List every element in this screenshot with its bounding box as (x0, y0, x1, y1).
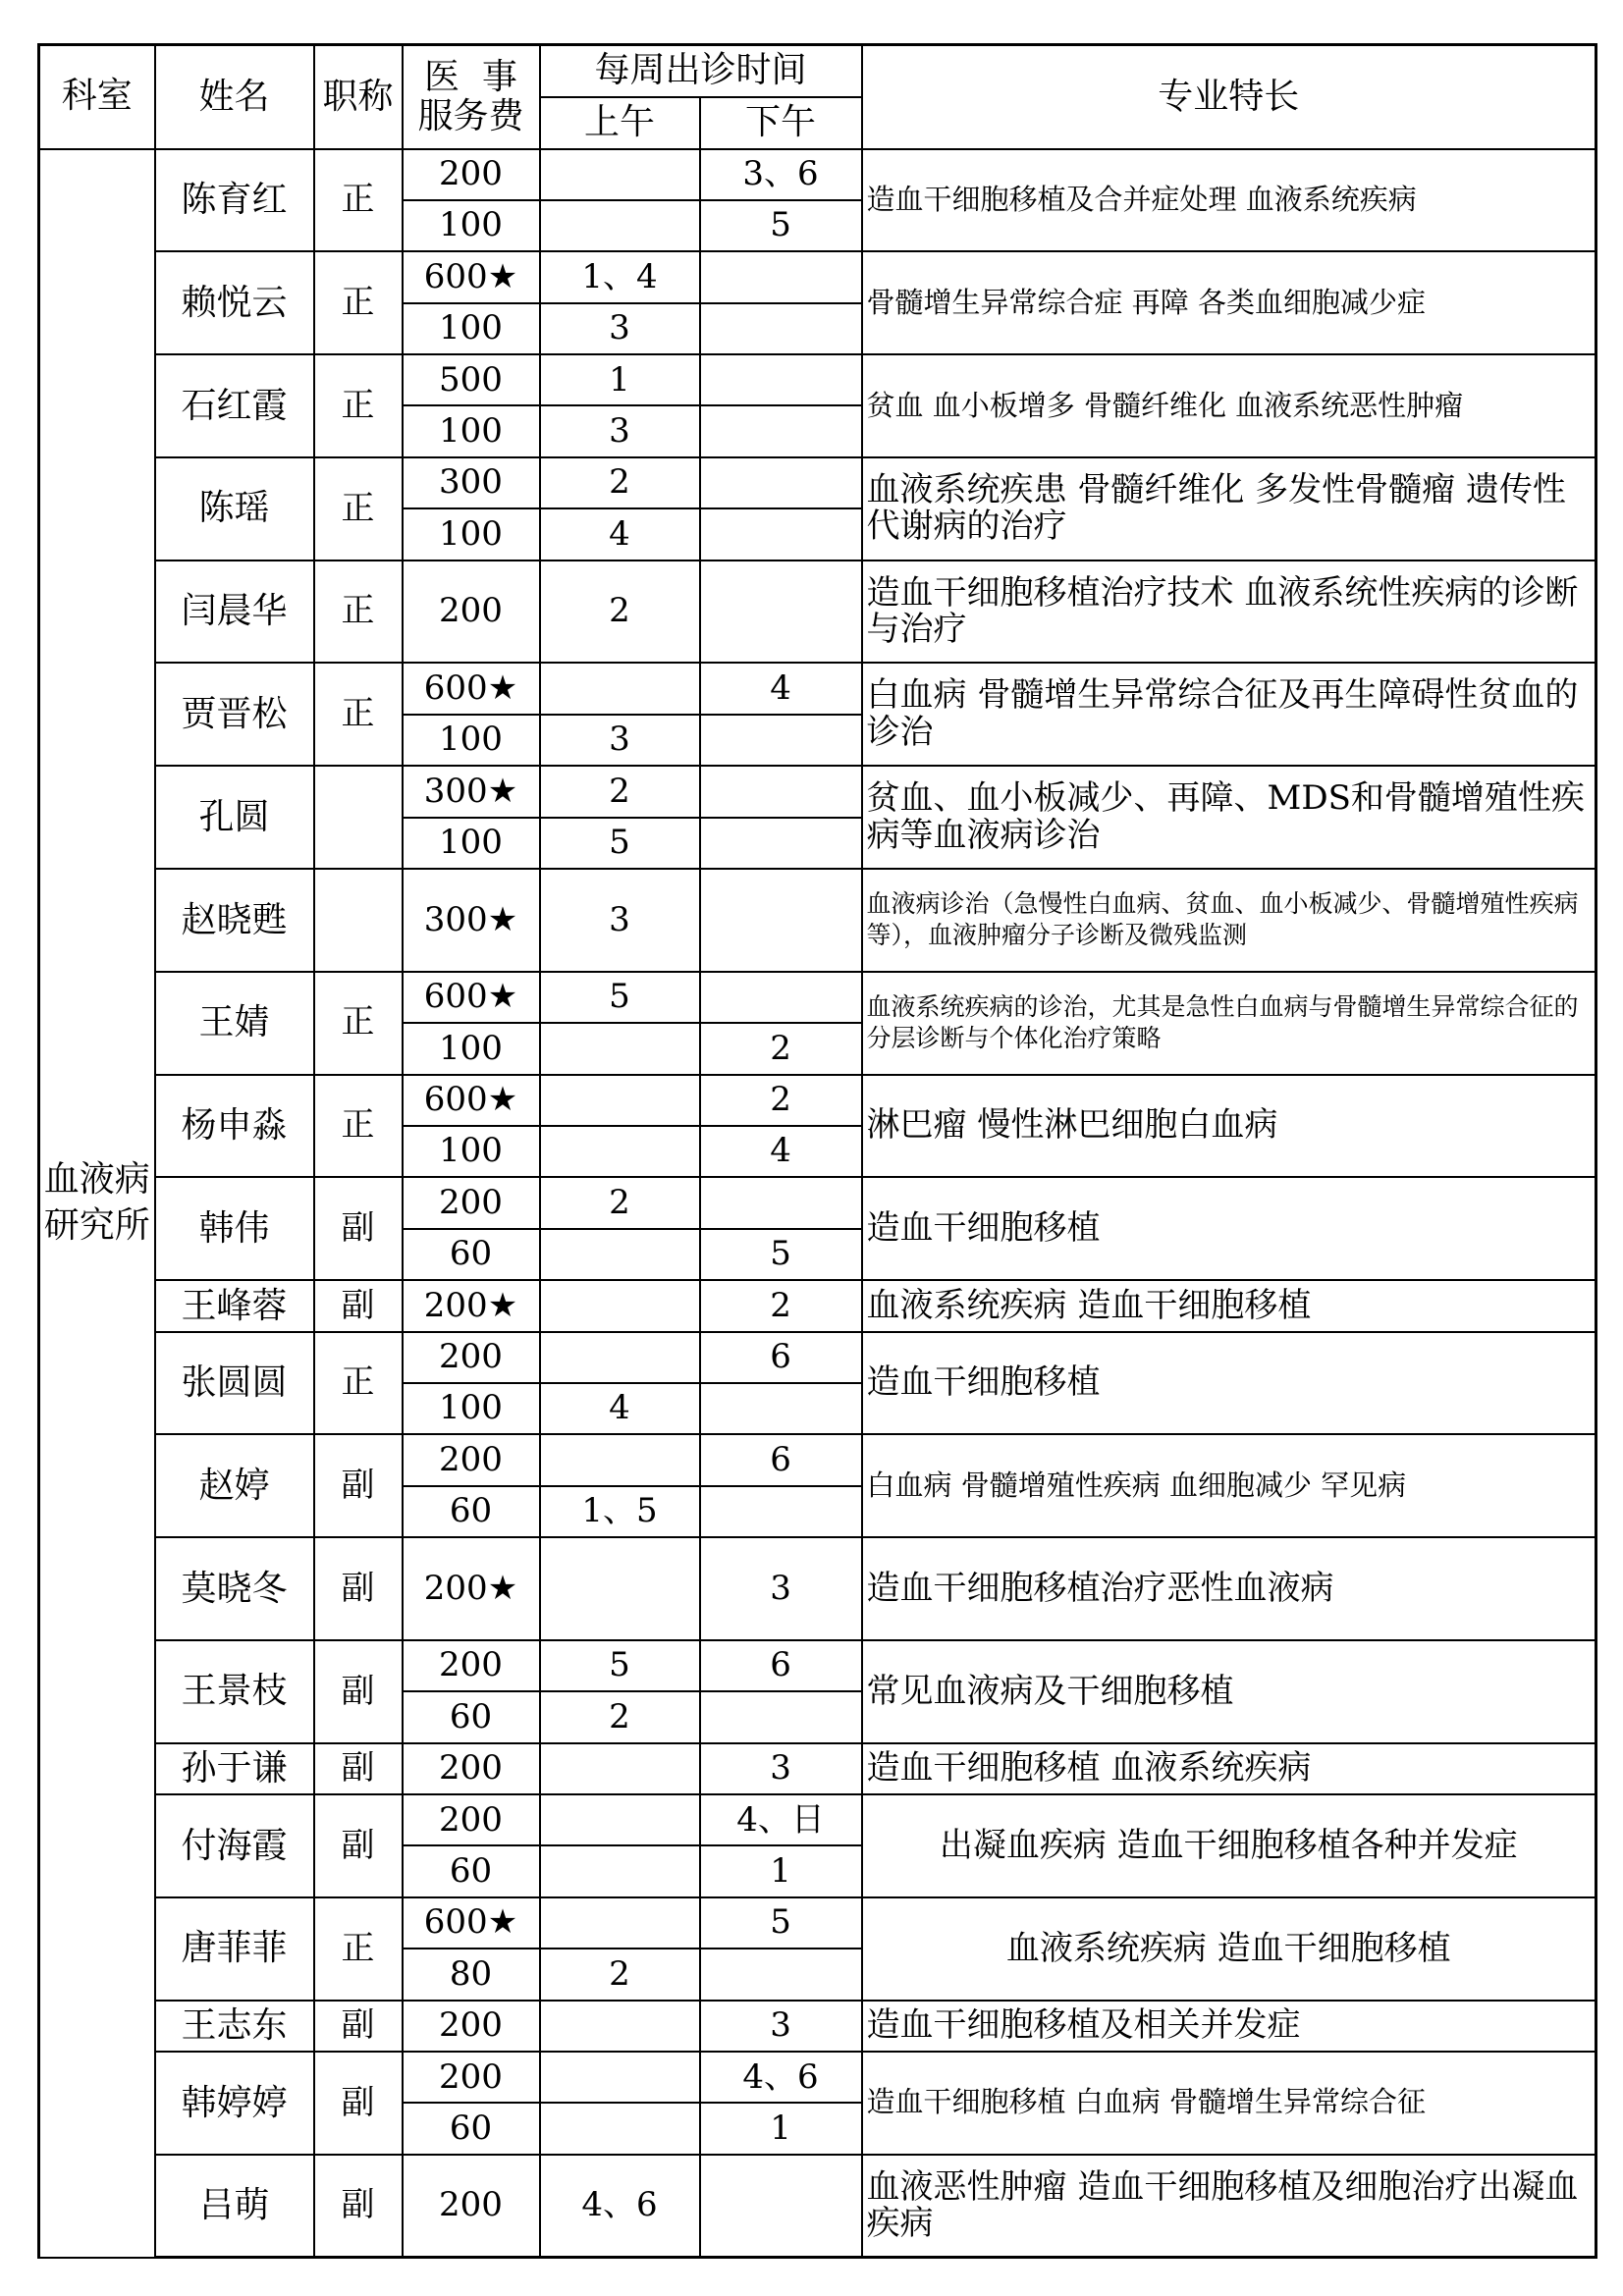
doctor-title: 副 (314, 1640, 403, 1743)
am-schedule (540, 1794, 700, 1845)
doctor-name: 唐菲菲 (155, 1897, 314, 2001)
doctor-title: 副 (314, 2155, 403, 2258)
pm-schedule: 6 (700, 1434, 862, 1485)
service-fee: 200 (403, 149, 540, 200)
am-schedule (540, 1126, 700, 1177)
pm-schedule: 1 (700, 1845, 862, 1896)
doctor-specialty: 造血干细胞移植 (862, 1332, 1596, 1435)
am-schedule (540, 1434, 700, 1485)
am-schedule (540, 1845, 700, 1896)
doctor-title: 副 (314, 1794, 403, 1897)
am-schedule: 5 (540, 972, 700, 1023)
service-fee: 100 (403, 818, 540, 869)
am-schedule (540, 1075, 700, 1126)
doctor-specialty: 血液系统疾病 造血干细胞移植 (862, 1280, 1596, 1331)
doctor-title: 正 (314, 354, 403, 457)
pm-schedule: 6 (700, 1332, 862, 1383)
service-fee: 100 (403, 303, 540, 354)
am-schedule: 2 (540, 1177, 700, 1228)
am-schedule (540, 2001, 700, 2052)
table-row (39, 354, 1596, 405)
doctor-title: 正 (314, 972, 403, 1075)
table-row (39, 663, 1596, 714)
pm-schedule: 2 (700, 1023, 862, 1074)
header-am: 上午 (540, 97, 700, 149)
table-row (39, 1640, 1596, 1691)
table-row (39, 1075, 1596, 1126)
doctor-title: 正 (314, 1897, 403, 2001)
doctor-name: 付海霞 (155, 1794, 314, 1897)
service-fee: 100 (403, 200, 540, 251)
table-row (39, 2155, 1596, 2258)
service-fee: 600★ (403, 663, 540, 714)
doctor-name: 赖悦云 (155, 251, 314, 354)
doctor-name: 张圆圆 (155, 1332, 314, 1435)
am-schedule (540, 2052, 700, 2103)
pm-schedule: 2 (700, 1075, 862, 1126)
service-fee: 80 (403, 1949, 540, 2000)
am-schedule (540, 149, 700, 200)
service-fee: 600★ (403, 972, 540, 1023)
pm-schedule (700, 303, 862, 354)
doctor-name: 石红霞 (155, 354, 314, 457)
doctor-specialty: 血液系统疾病的诊治，尤其是急性白血病与骨髓增生异常综合征的分层诊断与个体化治疗策略 (862, 972, 1596, 1075)
am-schedule: 1 (540, 354, 700, 405)
doctor-name: 陈育红 (155, 149, 314, 252)
am-schedule: 3 (540, 405, 700, 456)
service-fee: 100 (403, 1126, 540, 1177)
am-schedule (540, 1897, 700, 1949)
table-row (39, 457, 1596, 508)
doctor-title (314, 869, 403, 972)
pm-schedule (700, 766, 862, 817)
doctor-name: 孙于谦 (155, 1743, 314, 1794)
doctor-title: 正 (314, 251, 403, 354)
service-fee: 200★ (403, 1280, 540, 1331)
table-row (39, 561, 1596, 664)
doctor-specialty: 贫血、血小板减少、再障、MDS和骨髓增殖性疾病等血液病诊治 (862, 766, 1596, 869)
service-fee: 60 (403, 1229, 540, 1280)
service-fee: 60 (403, 2103, 540, 2154)
doctor-title: 正 (314, 561, 403, 664)
am-schedule (540, 200, 700, 251)
pm-schedule (700, 354, 862, 405)
service-fee: 200 (403, 1743, 540, 1794)
service-fee: 300★ (403, 869, 540, 972)
pm-schedule (700, 869, 862, 972)
doctor-schedule-table (37, 43, 1597, 2259)
pm-schedule (700, 1949, 862, 2000)
am-schedule (540, 1743, 700, 1794)
doctor-name: 陈瑶 (155, 457, 314, 561)
schedule-body (39, 149, 1596, 2258)
service-fee: 100 (403, 508, 540, 560)
am-schedule (540, 1537, 700, 1640)
doctor-name: 吕萌 (155, 2155, 314, 2258)
am-schedule (540, 1332, 700, 1383)
doctor-specialty: 造血干细胞移植及合并症处理 血液系统疾病 (862, 149, 1596, 252)
service-fee: 200 (403, 1794, 540, 1845)
doctor-specialty: 造血干细胞移植及相关并发症 (862, 2001, 1596, 2052)
pm-schedule (700, 715, 862, 766)
header-specialty: 专业特长 (862, 45, 1596, 149)
service-fee: 500 (403, 354, 540, 405)
am-schedule: 2 (540, 1949, 700, 2000)
pm-schedule (700, 251, 862, 302)
pm-schedule (700, 2155, 862, 2258)
table-row (39, 1177, 1596, 1228)
header-fee-line1: 医 事 (424, 57, 517, 98)
doctor-name: 王景枝 (155, 1640, 314, 1743)
doctor-name: 孔圆 (155, 766, 314, 869)
doctor-title: 副 (314, 2001, 403, 2052)
table-row (39, 1897, 1596, 1949)
service-fee: 600★ (403, 1897, 540, 1949)
table-row (39, 251, 1596, 302)
am-schedule: 3 (540, 303, 700, 354)
table-row (39, 1280, 1596, 1331)
service-fee: 100 (403, 715, 540, 766)
doctor-name: 赵婷 (155, 1434, 314, 1537)
am-schedule (540, 1280, 700, 1331)
department-cell: 血液病研究所 (39, 149, 155, 2258)
header-schedule: 每周出诊时间 (540, 45, 862, 97)
service-fee: 200 (403, 1177, 540, 1228)
service-fee: 200 (403, 1332, 540, 1383)
doctor-name: 王志东 (155, 2001, 314, 2052)
service-fee: 100 (403, 1383, 540, 1434)
doctor-specialty: 造血干细胞移植 白血病 骨髓增生异常综合征 (862, 2052, 1596, 2155)
table-row (39, 1743, 1596, 1794)
pm-schedule: 3、6 (700, 149, 862, 200)
service-fee: 300★ (403, 766, 540, 817)
am-schedule (540, 1023, 700, 1074)
doctor-title: 副 (314, 1743, 403, 1794)
doctor-name: 杨申淼 (155, 1075, 314, 1178)
doctor-specialty: 贫血 血小板增多 骨髓纤维化 血液系统恶性肿瘤 (862, 354, 1596, 457)
doctor-name: 闫晨华 (155, 561, 314, 664)
pm-schedule (700, 1691, 862, 1742)
doctor-title: 正 (314, 663, 403, 766)
table-row (39, 972, 1596, 1023)
pm-schedule: 6 (700, 1640, 862, 1691)
pm-schedule (700, 1486, 862, 1537)
service-fee: 600★ (403, 1075, 540, 1126)
am-schedule (540, 2103, 700, 2154)
doctor-name: 王峰蓉 (155, 1280, 314, 1331)
pm-schedule: 3 (700, 1537, 862, 1640)
doctor-specialty: 造血干细胞移植治疗技术 血液系统性疾病的诊断与治疗 (862, 561, 1596, 664)
header-pm: 下午 (700, 97, 862, 149)
table-row (39, 766, 1596, 817)
service-fee: 200 (403, 561, 540, 664)
am-schedule: 5 (540, 818, 700, 869)
doctor-specialty: 血液系统疾患 骨髓纤维化 多发性骨髓瘤 遗传性代谢病的治疗 (862, 457, 1596, 561)
am-schedule (540, 1229, 700, 1280)
am-schedule: 3 (540, 869, 700, 972)
doctor-title: 副 (314, 1537, 403, 1640)
doctor-name: 韩伟 (155, 1177, 314, 1280)
doctor-specialty: 白血病 骨髓增殖性疾病 血细胞减少 罕见病 (862, 1434, 1596, 1537)
am-schedule: 2 (540, 766, 700, 817)
pm-schedule: 3 (700, 2001, 862, 2052)
doctor-title: 副 (314, 1177, 403, 1280)
doctor-specialty: 出凝血疾病 造血干细胞移植各种并发症 (862, 1794, 1596, 1897)
service-fee: 200★ (403, 1537, 540, 1640)
pm-schedule (700, 1383, 862, 1434)
pm-schedule: 4、6 (700, 2052, 862, 2103)
header-title: 职称 (314, 45, 403, 149)
pm-schedule (700, 508, 862, 560)
pm-schedule: 4 (700, 663, 862, 714)
doctor-specialty: 淋巴瘤 慢性淋巴细胞白血病 (862, 1075, 1596, 1178)
doctor-specialty: 血液恶性肿瘤 造血干细胞移植及细胞治疗出凝血疾病 (862, 2155, 1596, 2258)
header-fee-line2: 服务费 (417, 95, 524, 136)
pm-schedule (700, 818, 862, 869)
pm-schedule (700, 561, 862, 664)
service-fee: 300 (403, 457, 540, 508)
pm-schedule: 1 (700, 2103, 862, 2154)
service-fee: 200 (403, 1640, 540, 1691)
pm-schedule (700, 972, 862, 1023)
doctor-specialty: 常见血液病及干细胞移植 (862, 1640, 1596, 1743)
doctor-name: 王婧 (155, 972, 314, 1075)
header-name: 姓名 (155, 45, 314, 149)
doctor-title: 副 (314, 1280, 403, 1331)
service-fee: 200 (403, 2001, 540, 2052)
pm-schedule: 5 (700, 1229, 862, 1280)
service-fee: 200 (403, 2155, 540, 2258)
table-row (39, 2052, 1596, 2103)
doctor-name: 贾晋松 (155, 663, 314, 766)
doctor-title: 正 (314, 1332, 403, 1435)
doctor-title: 正 (314, 457, 403, 561)
pm-schedule (700, 405, 862, 456)
doctor-title: 正 (314, 1075, 403, 1178)
pm-schedule: 2 (700, 1280, 862, 1331)
service-fee: 200 (403, 2052, 540, 2103)
doctor-name: 赵晓甦 (155, 869, 314, 972)
pm-schedule: 3 (700, 1743, 862, 1794)
doctor-specialty: 血液系统疾病 造血干细胞移植 (862, 1897, 1596, 2001)
service-fee: 200 (403, 1434, 540, 1485)
am-schedule (540, 663, 700, 714)
header-dept: 科室 (39, 45, 155, 149)
service-fee: 600★ (403, 251, 540, 302)
am-schedule: 3 (540, 715, 700, 766)
doctor-specialty: 血液病诊治（急慢性白血病、贫血、血小板减少、骨髓增殖性疾病等），血液肿瘤分子诊断及微残监测 (862, 869, 1596, 972)
doctor-specialty: 白血病 骨髓增生异常综合征及再生障碍性贫血的诊治 (862, 663, 1596, 766)
table-row (39, 1794, 1596, 1845)
am-schedule: 4 (540, 508, 700, 560)
pm-schedule: 5 (700, 200, 862, 251)
service-fee: 60 (403, 1845, 540, 1896)
service-fee: 60 (403, 1691, 540, 1742)
service-fee: 100 (403, 1023, 540, 1074)
header-fee (403, 45, 540, 149)
doctor-title: 副 (314, 2052, 403, 2155)
doctor-specialty: 骨髓增生异常综合症 再障 各类血细胞减少症 (862, 251, 1596, 354)
doctor-specialty: 造血干细胞移植 (862, 1177, 1596, 1280)
doctor-specialty: 造血干细胞移植治疗恶性血液病 (862, 1537, 1596, 1640)
am-schedule: 1、4 (540, 251, 700, 302)
am-schedule: 5 (540, 1640, 700, 1691)
service-fee: 60 (403, 1486, 540, 1537)
am-schedule: 2 (540, 457, 700, 508)
table-row (39, 2001, 1596, 2052)
table-row (39, 1332, 1596, 1383)
table-row (39, 869, 1596, 972)
doctor-specialty: 造血干细胞移植 血液系统疾病 (862, 1743, 1596, 1794)
am-schedule: 4、6 (540, 2155, 700, 2258)
service-fee: 100 (403, 405, 540, 456)
pm-schedule: 5 (700, 1897, 862, 1949)
doctor-title: 副 (314, 1434, 403, 1537)
pm-schedule (700, 457, 862, 508)
doctor-title: 正 (314, 149, 403, 252)
table-row (39, 149, 1596, 200)
am-schedule: 2 (540, 1691, 700, 1742)
table-row (39, 1537, 1596, 1640)
doctor-name: 韩婷婷 (155, 2052, 314, 2155)
am-schedule: 1、5 (540, 1486, 700, 1537)
pm-schedule (700, 1177, 862, 1228)
doctor-title (314, 766, 403, 869)
table-row (39, 1434, 1596, 1485)
pm-schedule: 4、日 (700, 1794, 862, 1845)
am-schedule: 4 (540, 1383, 700, 1434)
am-schedule: 2 (540, 561, 700, 664)
doctor-name: 莫晓冬 (155, 1537, 314, 1640)
pm-schedule: 4 (700, 1126, 862, 1177)
